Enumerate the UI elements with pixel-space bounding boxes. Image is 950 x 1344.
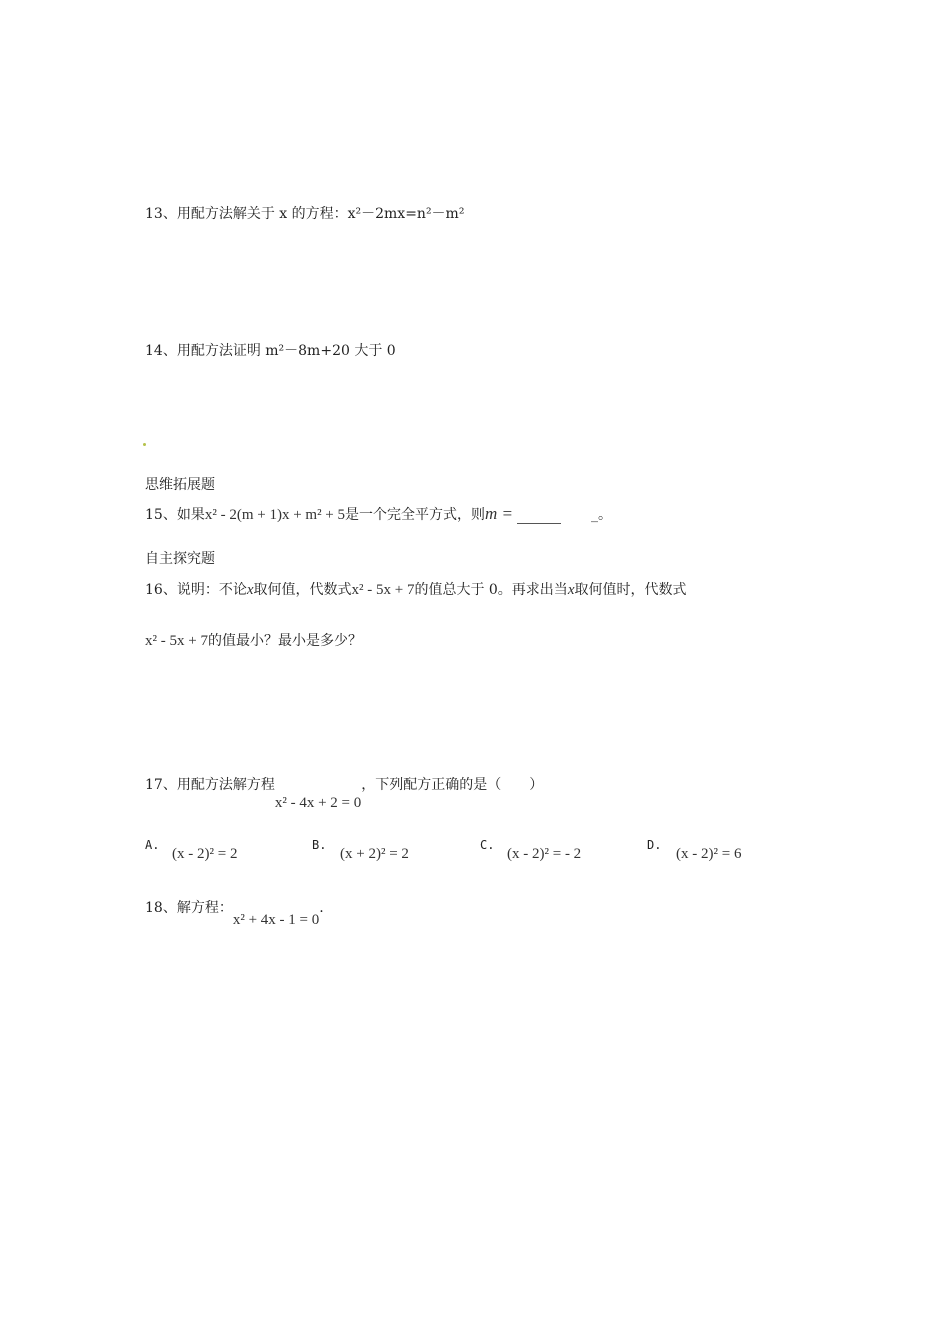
option-c-expression: (x - 2)² = - 2 bbox=[507, 846, 582, 862]
question-17 bbox=[145, 774, 544, 811]
question-14: 14、用配方法证明 m²－8m+20 大于 0 bbox=[145, 343, 396, 359]
q16-var-x-2: x bbox=[567, 582, 575, 598]
q16-var-x: x bbox=[246, 582, 254, 598]
question-15 bbox=[145, 504, 612, 524]
q17-expression: x² - 4x + 2 = 0 bbox=[274, 795, 362, 811]
q15-middle: 是一个完全平方式，则 bbox=[345, 507, 486, 523]
q18-prefix: 18、解方程： bbox=[145, 900, 233, 916]
section-heading-explore: 自主探究题 bbox=[145, 551, 215, 567]
stray-dot-mark bbox=[143, 443, 146, 446]
q16-part3: 的值总大于 0。再求出当 bbox=[414, 582, 568, 598]
q17-suffix: ，下列配方正确的是（ ） bbox=[361, 777, 544, 793]
q18-suffix: . bbox=[319, 900, 324, 916]
question-18 bbox=[145, 897, 324, 928]
question-16-line-2 bbox=[145, 630, 362, 650]
question-13: 13、用配方法解关于 x 的方程：x²－2mx=n²－m² bbox=[145, 206, 465, 222]
q15-prefix: 15、如果 bbox=[145, 507, 205, 523]
q16-expression: x² - 5x + 7 bbox=[351, 582, 415, 598]
q16-prefix: 16、说明：不论 bbox=[145, 582, 247, 598]
q16-part5: 的值最小？最小是多少？ bbox=[207, 633, 362, 649]
option-d-label: D. bbox=[647, 838, 662, 852]
q16-part2: 取何值，代数式 bbox=[253, 582, 352, 598]
option-c-label: C. bbox=[480, 838, 495, 852]
q15-lhs: m = bbox=[485, 504, 514, 523]
q16-part4: 取何值时，代数式 bbox=[574, 582, 687, 598]
q16-expression-2: x² - 5x + 7 bbox=[145, 633, 208, 649]
q17-prefix: 17、用配方法解方程 bbox=[145, 777, 275, 793]
q15-suffix: _。 bbox=[591, 507, 613, 523]
q15-expression: x² - 2(m + 1)x + m² + 5 bbox=[204, 507, 346, 523]
section-heading-thinking: 思维拓展题 bbox=[145, 477, 215, 493]
question-16 bbox=[145, 579, 686, 599]
q15-answer-blank bbox=[517, 507, 561, 524]
option-d-expression: (x - 2)² = 6 bbox=[676, 846, 742, 862]
option-a-label: A. bbox=[145, 838, 160, 852]
option-b-label: B. bbox=[312, 838, 327, 852]
q18-expression: x² + 4x - 1 = 0 bbox=[232, 912, 320, 928]
option-a-expression: (x - 2)² = 2 bbox=[172, 846, 238, 862]
option-b-expression: (x + 2)² = 2 bbox=[340, 846, 409, 862]
